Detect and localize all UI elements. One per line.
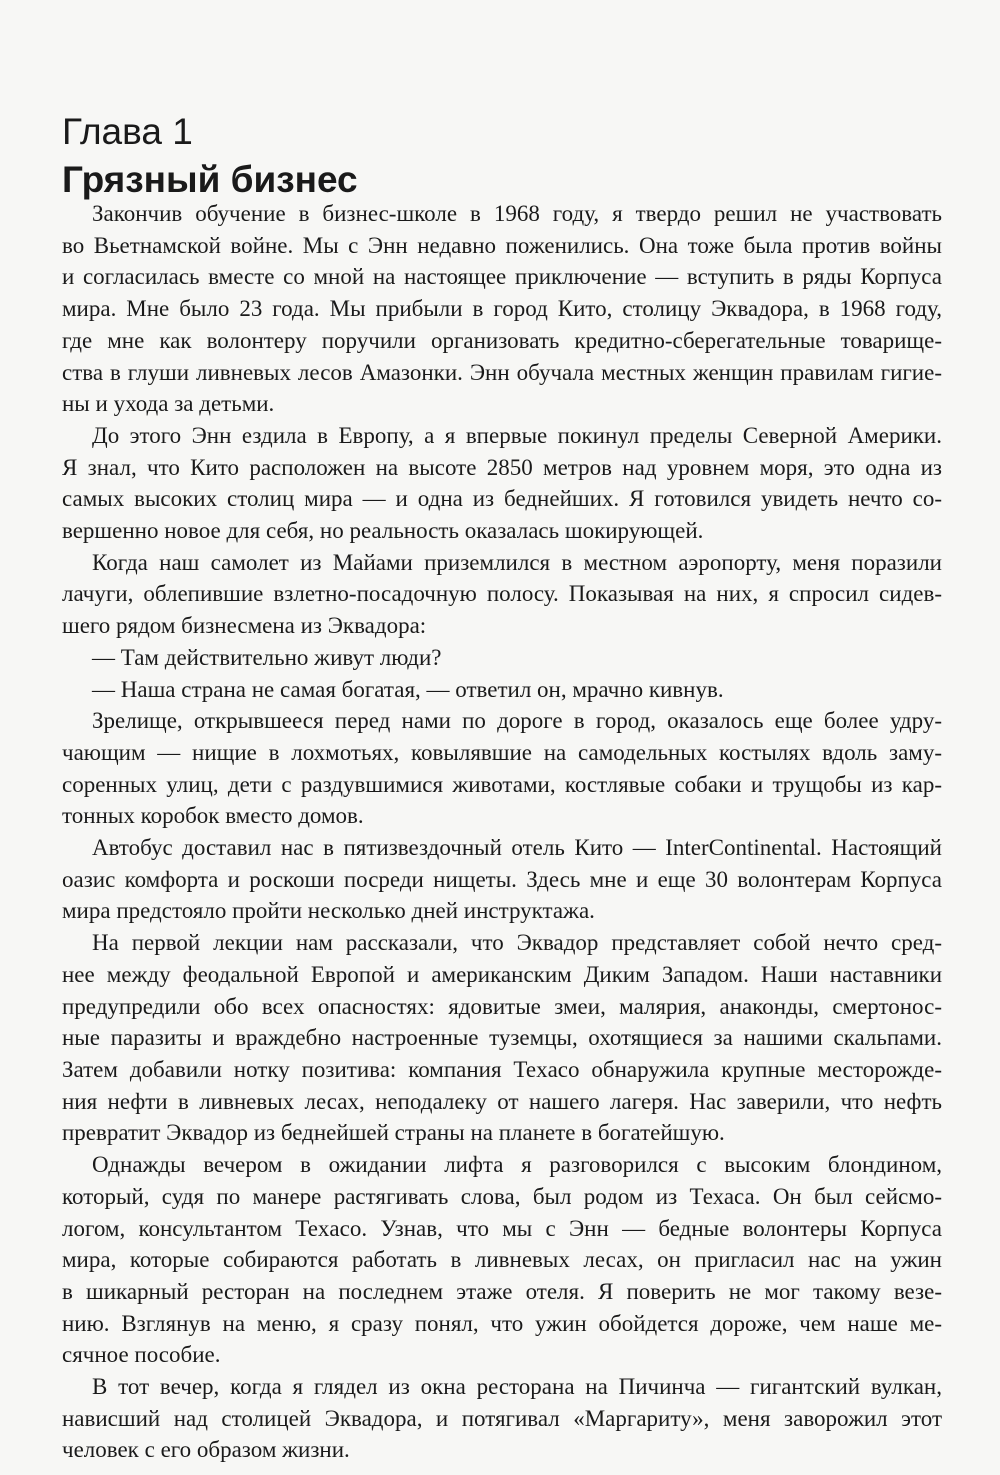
text-line: вершенно новое для себя, но реальность оказалась шокирующей. — [62, 518, 704, 544]
text-line: На первой лекции нам рассказали, что Эквадор представляет собой нечто сред- — [92, 930, 942, 956]
chapter-number: Глава 1 — [62, 111, 193, 152]
paragraph — [62, 642, 942, 674]
paragraph — [62, 198, 942, 420]
text-line: шего рядом бизнесмена из Эквадора: — [62, 613, 427, 639]
text-line: лачуги, облепившие взлетно-посадочную полосу. Показывая на них, я спросил сидев- — [62, 581, 942, 607]
text-line: и согласилась вместе со мной на настоящее приключение — вступить в ряды Корпуса — [62, 264, 942, 290]
paragraph — [62, 832, 942, 927]
text-line: в шикарный ресторан на последнем этаже отеля. Я поверить не мог такому везе- — [62, 1278, 942, 1304]
text-line: чающим — нищие в лохмотьях, ковылявшие на самодельных костылях вдоль заму- — [62, 739, 942, 765]
paragraph — [62, 1371, 942, 1466]
text-line: тонных коробок вместо домов. — [62, 803, 364, 829]
text-line: самых высоких столиц мира — и одна из беднейших. Я готовился увидеть нечто со- — [62, 486, 942, 512]
paragraph — [62, 705, 942, 832]
text-line: во Вьетнамской войне. Мы с Энн недавно поженились. Она тоже была против войны — [62, 232, 942, 258]
chapter-heading — [62, 108, 358, 204]
text-line: соренных улиц, дети с раздувшимися животами, костлявые собаки и трущобы из кар- — [62, 771, 942, 797]
text-line: Закончив обучение в бизнес-школе в 1968 году, я твердо решил не участвовать — [92, 201, 942, 226]
text-line: мира. Мне было 23 года. Мы прибыли в город Кито, столицу Эквадора, в 1968 году, — [62, 296, 942, 322]
text-line: нию. Взглянув на меню, я сразу понял, что ужин обойдется дороже, чем наше ме- — [62, 1310, 942, 1336]
text-line: — Наша страна не самая богатая, — ответил он, мрачно кивнув. — [92, 676, 724, 702]
chapter-body — [62, 198, 942, 1466]
text-line: где мне как волонтеру поручили организовать кредитно-сберегательные товарище- — [62, 327, 942, 353]
text-line: Однажды вечером в ожидании лифта я разговорился с высоким блондином, — [92, 1152, 942, 1178]
text-line: — Там действительно живут люди? — [92, 644, 442, 670]
text-line: Зрелище, открывшееся перед нами по дороге в город, оказалось еще более удру- — [92, 708, 942, 734]
text-line: нависший над столицей Эквадора, и потягивал «Маргариту», меня заворожил этот — [62, 1405, 942, 1431]
text-line: ны и ухода за детьми. — [62, 391, 275, 417]
paragraph — [62, 927, 942, 1149]
paragraph — [62, 1149, 942, 1371]
text-line: ные паразиты и враждебно настроенные туземцы, охотящиеся за нашими скальпами. — [62, 1025, 942, 1051]
text-line: нее между феодальной Европой и американским Диким Западом. Наши наставники — [62, 961, 942, 987]
paragraph — [62, 547, 942, 642]
text-line: сячное пособие. — [62, 1342, 221, 1368]
paragraph — [62, 420, 942, 547]
text-line: мира предстояло пройти несколько дней инструктажа. — [62, 898, 595, 924]
text-line: логом, консультантом Texaco. Узнав, что мы с Энн — бедные волонтеры Корпуса — [62, 1215, 942, 1241]
text-line: оазис комфорта и роскоши посреди нищеты. Здесь мне и еще 30 волонтерам Корпуса — [62, 866, 942, 892]
chapter-title: Грязный бизнес — [62, 159, 358, 200]
text-line: В тот вечер, когда я глядел из окна ресторана на Пичинча — гигантский вулкан, — [92, 1374, 942, 1400]
text-line: Автобус доставил нас в пятизвездочный отель Кито — InterContinental. Настоящий — [92, 835, 942, 861]
text-line: превратит Эквадор из беднейшей страны на планете в богатейшую. — [62, 1120, 725, 1146]
text-line: До этого Энн ездила в Европу, а я впервые покинул пределы Северной Америки. — [92, 422, 942, 448]
text-line: предупредили обо всех опасностях: ядовитые змеи, малярия, анаконды, смертонос- — [62, 993, 942, 1019]
text-line: который, судя по манере растягивать слова, был родом из Техаса. Он был сейсмо- — [62, 1183, 942, 1209]
text-line: мира, которые собираются работать в ливневых лесах, он пригласил нас на ужин — [62, 1247, 942, 1273]
text-line: Я знал, что Кито расположен на высоте 2850 метров над уровнем моря, это одна из — [62, 454, 942, 480]
text-line: Когда наш самолет из Майами приземлился в местном аэропорту, меня поразили — [92, 549, 942, 575]
paragraph — [62, 674, 942, 706]
text-line: ства в глуши ливневых лесов Амазонки. Энн обучала местных женщин правилам гигие- — [62, 359, 942, 385]
text-line: Затем добавили нотку позитива: компания Texaco обнаружила крупные месторожде- — [62, 1056, 942, 1082]
text-line: ния нефти в ливневых лесах, неподалеку от нашего лагеря. Нас заверили, что нефть — [62, 1088, 942, 1114]
text-line: человек с его образом жизни. — [62, 1437, 350, 1463]
